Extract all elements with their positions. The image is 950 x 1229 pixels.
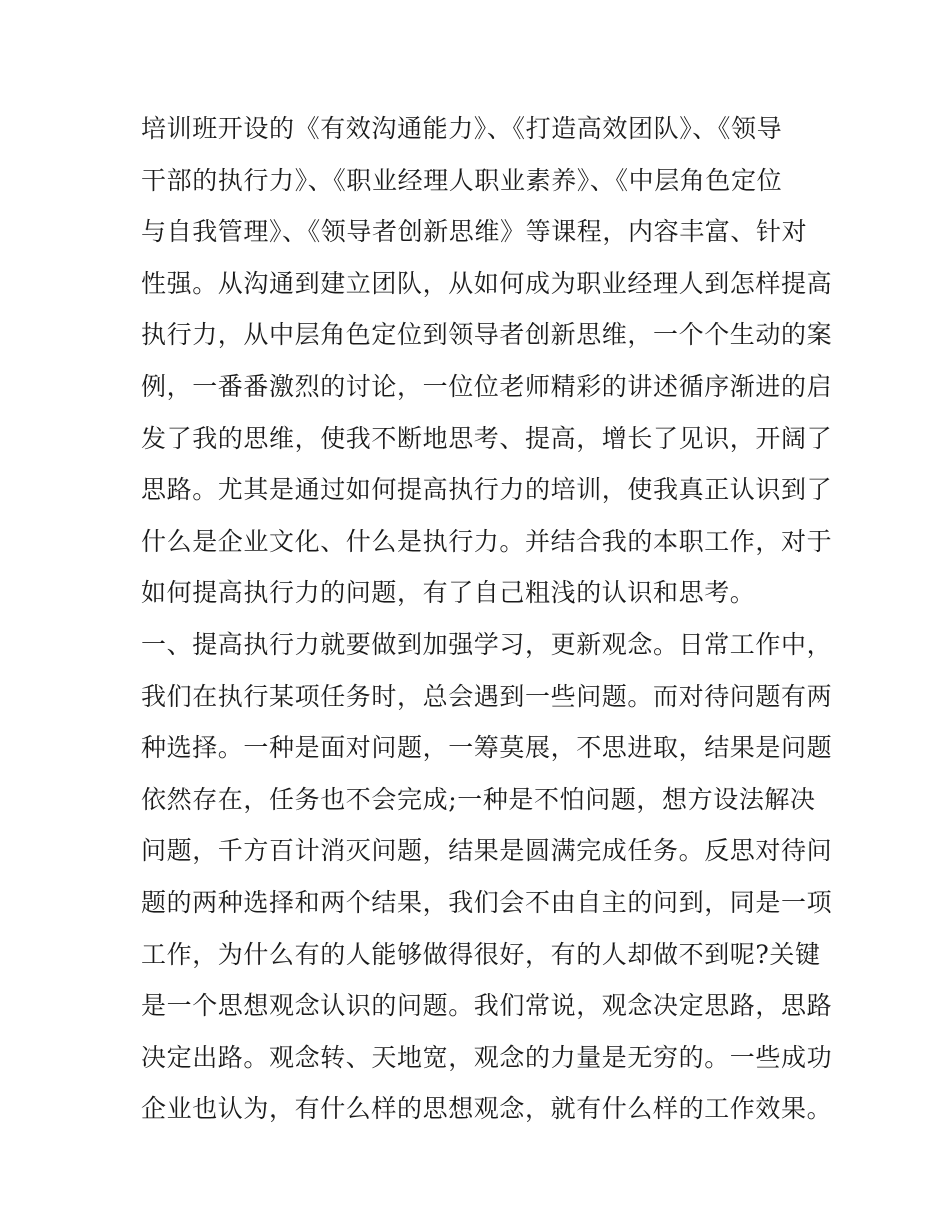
text-line-16: 题的两种选择和两个结果，我们会不由自主的问到，同是一项 (141, 887, 833, 917)
text-line-12: 我们在执行某项任务时，总会遇到一些问题。而对待问题有两 (141, 681, 833, 711)
text-line-7: 发了我的思维，使我不断地思考、提高，增长了见识，开阔了 (141, 423, 833, 453)
text-line-2: 干部的执行力》、《职业经理人职业素养》、《中层角色定位 (141, 165, 783, 195)
text-line-9: 什么是企业文化、什么是执行力。并结合我的本职工作，对于 (141, 526, 833, 556)
text-line-18: 是一个思想观念认识的问题。我们常说，观念决定思路，思路 (141, 991, 833, 1021)
text-line-5: 执行力，从中层角色定位到领导者创新思维，一个个生动的案 (141, 320, 833, 350)
text-line-1: 培训班开设的《有效沟通能力》、《打造高效团队》、《领导 (141, 114, 783, 143)
text-line-17: 工作，为什么有的人能够做得很好，有的人却做不到呢?关键 (141, 939, 821, 969)
text-line-20: 企业也认为，有什么样的思想观念，就有什么样的工作效果。 (141, 1094, 833, 1124)
text-line-13: 种选择。一种是面对问题，一筹莫展，不思进取，结果是问题 (141, 733, 833, 763)
text-line-6: 例，一番番激烈的讨论，一位位老师精彩的讲述循序渐进的启 (141, 371, 833, 401)
text-line-15: 问题，千方百计消灭问题，结果是圆满完成任务。反思对待问 (141, 836, 833, 866)
text-line-14: 依然存在，任务也不会完成;一种是不怕问题，想方设法解决 (141, 784, 816, 814)
text-line-19: 决定出路。观念转、天地宽，观念的力量是无穷的。一些成功 (141, 1042, 833, 1072)
text-line-4: 性强。从沟通到建立团队，从如何成为职业经理人到怎样提高 (141, 268, 833, 298)
text-line-3: 与自我管理》、《领导者创新思维》等课程，内容丰富、针对 (141, 217, 808, 247)
body-text (141, 103, 831, 1135)
text-line-10: 如何提高执行力的问题，有了自己粗浅的认识和思考。 (141, 578, 756, 608)
text-line-11: 一、提高执行力就要做到加强学习，更新观念。日常工作中， (141, 629, 833, 659)
text-line-8: 思路。尤其是通过如何提高执行力的培训，使我真正认识到了 (141, 475, 833, 505)
